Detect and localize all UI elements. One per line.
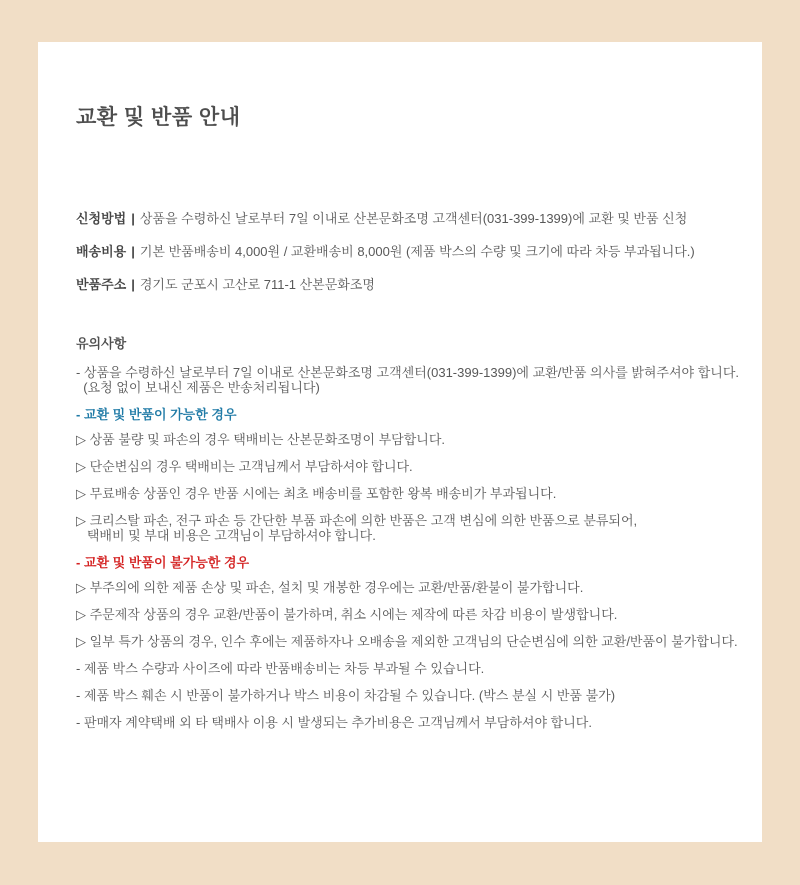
notice-line: 택배비 및 부대 비용은 고객님이 부담하셔야 합니다.	[76, 528, 376, 543]
notice-line: ▷ 주문제작 상품의 경우 교환/반품이 불가하며, 취소 시에는 제작에 따른 차감 비용이 발생합니다.	[76, 607, 618, 622]
info-row-text: 기본 반품배송비 4,000원 / 교환배송비 8,000원 (제품 박스의 수량 및 크기에 따라 차등 부과됩니다.)	[139, 244, 695, 259]
notice-line: (요청 없이 보내신 제품은 반송처리됩니다)	[76, 380, 320, 395]
notice-line: - 판매자 계약택배 외 타 택배사 이용 시 발생되는 추가비용은 고객님께서 부담하셔야 합니다.	[76, 715, 592, 730]
notice-heading-allowed-cases	[76, 407, 732, 422]
info-row-label: 반품주소	[76, 277, 127, 292]
info-row-separator: |	[131, 211, 135, 226]
info-row-label: 신청방법	[76, 211, 127, 226]
info-row-배송비용	[76, 245, 732, 258]
notice-line: ▷ 부주의에 의한 제품 손상 및 파손, 설치 및 개봉한 경우에는 교환/반품/환불이 불가합니다.	[76, 580, 584, 595]
info-row-separator: |	[131, 277, 135, 292]
notice-item	[76, 459, 732, 474]
notice-line: ▷ 크리스탈 파손, 전구 파손 등 간단한 부품 파손에 의한 반품은 고객 변심에 의한 반품으로 분류되어,	[76, 513, 638, 528]
notice-line: - 제품 박스 수량과 사이즈에 따라 반품배송비는 차등 부과될 수 있습니다.	[76, 661, 485, 676]
info-row-신청방법	[76, 212, 732, 225]
notice-item	[76, 513, 732, 543]
notice-line: - 상품을 수령하신 날로부터 7일 이내로 산본문화조명 고객센터(031-399-1399)에 교환/반품 의사를 밝혀주셔야 합니다.	[76, 365, 740, 380]
exchange-return-notice-card	[38, 42, 762, 842]
info-row-label: 배송비용	[76, 244, 127, 259]
info-row-text: 경기도 군포시 고산로 711-1 산본문화조명	[139, 277, 375, 292]
notice-item	[76, 688, 732, 703]
notice-item	[76, 365, 740, 395]
notice-list	[76, 365, 740, 730]
page-title: 교환 및 반품 안내	[76, 106, 241, 129]
notice-heading: 유의사항	[76, 336, 127, 351]
notice-item	[76, 486, 732, 501]
notice-heading-disallowed-cases	[76, 555, 732, 570]
shipping-info-block	[76, 212, 732, 291]
notice-item	[76, 634, 738, 649]
notice-item	[76, 661, 732, 676]
info-row-반품주소	[76, 278, 732, 291]
notice-item	[76, 432, 732, 447]
notice-item	[76, 715, 732, 730]
info-row-separator: |	[131, 244, 135, 259]
notice-line: - 교환 및 반품이 가능한 경우	[76, 407, 237, 422]
notice-line: ▷ 단순변심의 경우 택배비는 고객님께서 부담하셔야 합니다.	[76, 459, 413, 474]
notice-line: - 교환 및 반품이 불가능한 경우	[76, 555, 250, 570]
notice-line: ▷ 일부 특가 상품의 경우, 인수 후에는 제품하자나 오배송을 제외한 고객님의 단순변심에 의한 교환/반품이 불가합니다.	[76, 634, 738, 649]
notice-item	[76, 607, 732, 622]
info-row-text: 상품을 수령하신 날로부터 7일 이내로 산본문화조명 고객센터(031-399-1399)에 교환 및 반품 신청	[139, 211, 688, 226]
notice-item	[76, 580, 732, 595]
notice-line: ▷ 상품 불량 및 파손의 경우 택배비는 산본문화조명이 부담합니다.	[76, 432, 446, 447]
notice-line: - 제품 박스 훼손 시 반품이 불가하거나 박스 비용이 차감될 수 있습니다. (박스 분실 시 반품 불가)	[76, 688, 616, 703]
notice-line: ▷ 무료배송 상품인 경우 반품 시에는 최초 배송비를 포함한 왕복 배송비가 부과됩니다.	[76, 486, 557, 501]
